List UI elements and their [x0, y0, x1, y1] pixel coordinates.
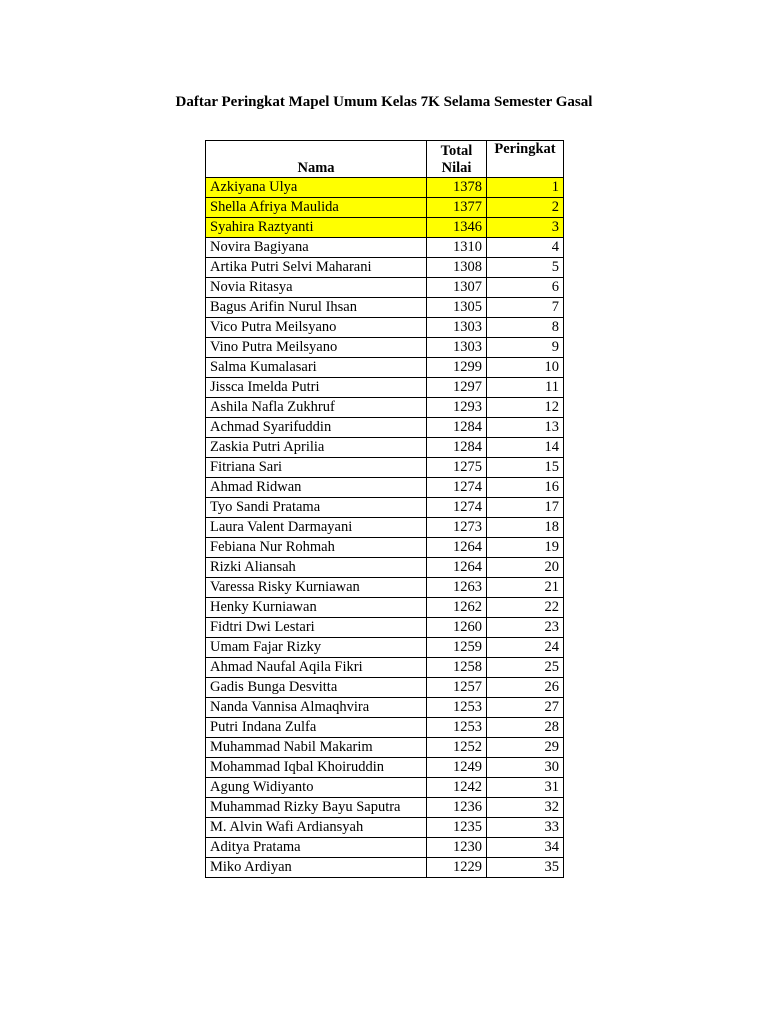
cell-rank: 8: [487, 318, 564, 338]
cell-name: Miko Ardiyan: [206, 858, 427, 878]
table-row: [206, 698, 564, 718]
cell-rank: 2: [487, 198, 564, 218]
cell-total: 1299: [427, 358, 487, 378]
cell-name: Novira Bagiyana: [206, 238, 427, 258]
cell-total: 1377: [427, 198, 487, 218]
cell-rank: 28: [487, 718, 564, 738]
cell-name: Aditya Pratama: [206, 838, 427, 858]
cell-name: Fitriana Sari: [206, 458, 427, 478]
table-row: [206, 438, 564, 458]
cell-name: Artika Putri Selvi Maharani: [206, 258, 427, 278]
cell-rank: 7: [487, 298, 564, 318]
cell-name: Fidtri Dwi Lestari: [206, 618, 427, 638]
table-header-row: [206, 141, 564, 178]
cell-rank: 16: [487, 478, 564, 498]
cell-name: Shella Afriya Maulida: [206, 198, 427, 218]
cell-name: Mohammad Iqbal Khoiruddin: [206, 758, 427, 778]
column-header-total: [427, 141, 487, 178]
table-row: [206, 838, 564, 858]
table-row: [206, 638, 564, 658]
cell-total: 1274: [427, 498, 487, 518]
cell-name: Henky Kurniawan: [206, 598, 427, 618]
cell-name: Varessa Risky Kurniawan: [206, 578, 427, 598]
table-row: [206, 658, 564, 678]
table-row: [206, 798, 564, 818]
cell-rank: 25: [487, 658, 564, 678]
table-row: [206, 218, 564, 238]
column-header-total-line1: Total: [440, 143, 473, 159]
column-header-total-line2: Nilai: [441, 160, 472, 176]
cell-name: Achmad Syarifuddin: [206, 418, 427, 438]
table-row: [206, 758, 564, 778]
page-title: Daftar Peringkat Mapel Umum Kelas 7K Selama Semester Gasal: [175, 94, 593, 110]
cell-total: 1229: [427, 858, 487, 878]
cell-total: 1284: [427, 418, 487, 438]
cell-rank: 15: [487, 458, 564, 478]
cell-rank: 22: [487, 598, 564, 618]
cell-rank: 21: [487, 578, 564, 598]
cell-name: M. Alvin Wafi Ardiansyah: [206, 818, 427, 838]
table-body: [206, 178, 564, 878]
cell-total: 1303: [427, 338, 487, 358]
cell-name: Muhammad Nabil Makarim: [206, 738, 427, 758]
cell-total: 1293: [427, 398, 487, 418]
table-row: [206, 618, 564, 638]
cell-name: Ahmad Ridwan: [206, 478, 427, 498]
cell-total: 1252: [427, 738, 487, 758]
cell-total: 1275: [427, 458, 487, 478]
table-row: [206, 198, 564, 218]
table-row: [206, 298, 564, 318]
cell-name: Azkiyana Ulya: [206, 178, 427, 198]
cell-rank: 29: [487, 738, 564, 758]
cell-total: 1235: [427, 818, 487, 838]
cell-rank: 14: [487, 438, 564, 458]
cell-total: 1253: [427, 718, 487, 738]
cell-rank: 24: [487, 638, 564, 658]
cell-rank: 12: [487, 398, 564, 418]
cell-rank: 4: [487, 238, 564, 258]
cell-total: 1258: [427, 658, 487, 678]
table-row: [206, 578, 564, 598]
table-row: [206, 378, 564, 398]
table-row: [206, 678, 564, 698]
cell-total: 1263: [427, 578, 487, 598]
cell-total: 1249: [427, 758, 487, 778]
cell-name: Syahira Raztyanti: [206, 218, 427, 238]
cell-total: 1242: [427, 778, 487, 798]
cell-total: 1264: [427, 538, 487, 558]
cell-rank: 27: [487, 698, 564, 718]
cell-rank: 18: [487, 518, 564, 538]
table-row: [206, 458, 564, 478]
column-header-rank: Peringkat: [487, 141, 564, 178]
cell-name: Agung Widiyanto: [206, 778, 427, 798]
cell-name: Laura Valent Darmayani: [206, 518, 427, 538]
cell-rank: 19: [487, 538, 564, 558]
cell-name: Novia Ritasya: [206, 278, 427, 298]
cell-total: 1260: [427, 618, 487, 638]
cell-total: 1305: [427, 298, 487, 318]
table-row: [206, 858, 564, 878]
cell-name: Vico Putra Meilsyano: [206, 318, 427, 338]
table-row: [206, 738, 564, 758]
cell-rank: 17: [487, 498, 564, 518]
table-row: [206, 238, 564, 258]
cell-rank: 9: [487, 338, 564, 358]
table-row: [206, 258, 564, 278]
cell-name: Ahmad Naufal Aqila Fikri: [206, 658, 427, 678]
table-row: [206, 398, 564, 418]
cell-total: 1310: [427, 238, 487, 258]
cell-rank: 31: [487, 778, 564, 798]
cell-total: 1236: [427, 798, 487, 818]
table-row: [206, 498, 564, 518]
cell-name: Putri Indana Zulfa: [206, 718, 427, 738]
table-row: [206, 518, 564, 538]
cell-total: 1262: [427, 598, 487, 618]
cell-name: Umam Fajar Rizky: [206, 638, 427, 658]
cell-total: 1303: [427, 318, 487, 338]
cell-total: 1308: [427, 258, 487, 278]
cell-name: Zaskia Putri Aprilia: [206, 438, 427, 458]
table-row: [206, 318, 564, 338]
cell-name: Gadis Bunga Desvitta: [206, 678, 427, 698]
table-row: [206, 478, 564, 498]
cell-total: 1284: [427, 438, 487, 458]
cell-name: Muhammad Rizky Bayu Saputra: [206, 798, 427, 818]
cell-rank: 5: [487, 258, 564, 278]
table-row: [206, 178, 564, 198]
cell-name: Vino Putra Meilsyano: [206, 338, 427, 358]
table-row: [206, 538, 564, 558]
cell-name: Nanda Vannisa Almaqhvira: [206, 698, 427, 718]
cell-name: Febiana Nur Rohmah: [206, 538, 427, 558]
cell-rank: 10: [487, 358, 564, 378]
cell-rank: 1: [487, 178, 564, 198]
table-row: [206, 778, 564, 798]
ranking-table: [205, 140, 564, 878]
table-row: [206, 818, 564, 838]
cell-total: 1257: [427, 678, 487, 698]
cell-total: 1378: [427, 178, 487, 198]
cell-rank: 35: [487, 858, 564, 878]
cell-name: Tyo Sandi Pratama: [206, 498, 427, 518]
cell-total: 1264: [427, 558, 487, 578]
cell-total: 1297: [427, 378, 487, 398]
cell-name: Ashila Nafla Zukhruf: [206, 398, 427, 418]
cell-name: Bagus Arifin Nurul Ihsan: [206, 298, 427, 318]
cell-rank: 26: [487, 678, 564, 698]
cell-rank: 32: [487, 798, 564, 818]
cell-rank: 30: [487, 758, 564, 778]
cell-rank: 13: [487, 418, 564, 438]
cell-name: Salma Kumalasari: [206, 358, 427, 378]
cell-name: Rizki Aliansah: [206, 558, 427, 578]
cell-rank: 34: [487, 838, 564, 858]
table-row: [206, 338, 564, 358]
cell-rank: 23: [487, 618, 564, 638]
cell-total: 1346: [427, 218, 487, 238]
cell-rank: 11: [487, 378, 564, 398]
cell-total: 1307: [427, 278, 487, 298]
cell-total: 1273: [427, 518, 487, 538]
cell-rank: 33: [487, 818, 564, 838]
table-row: [206, 418, 564, 438]
column-header-name: Nama: [206, 141, 427, 178]
table-row: [206, 598, 564, 618]
cell-rank: 20: [487, 558, 564, 578]
cell-total: 1259: [427, 638, 487, 658]
cell-total: 1274: [427, 478, 487, 498]
cell-total: 1230: [427, 838, 487, 858]
cell-rank: 6: [487, 278, 564, 298]
table-row: [206, 278, 564, 298]
cell-name: Jissca Imelda Putri: [206, 378, 427, 398]
cell-total: 1253: [427, 698, 487, 718]
cell-rank: 3: [487, 218, 564, 238]
table-row: [206, 558, 564, 578]
table-row: [206, 358, 564, 378]
table-row: [206, 718, 564, 738]
